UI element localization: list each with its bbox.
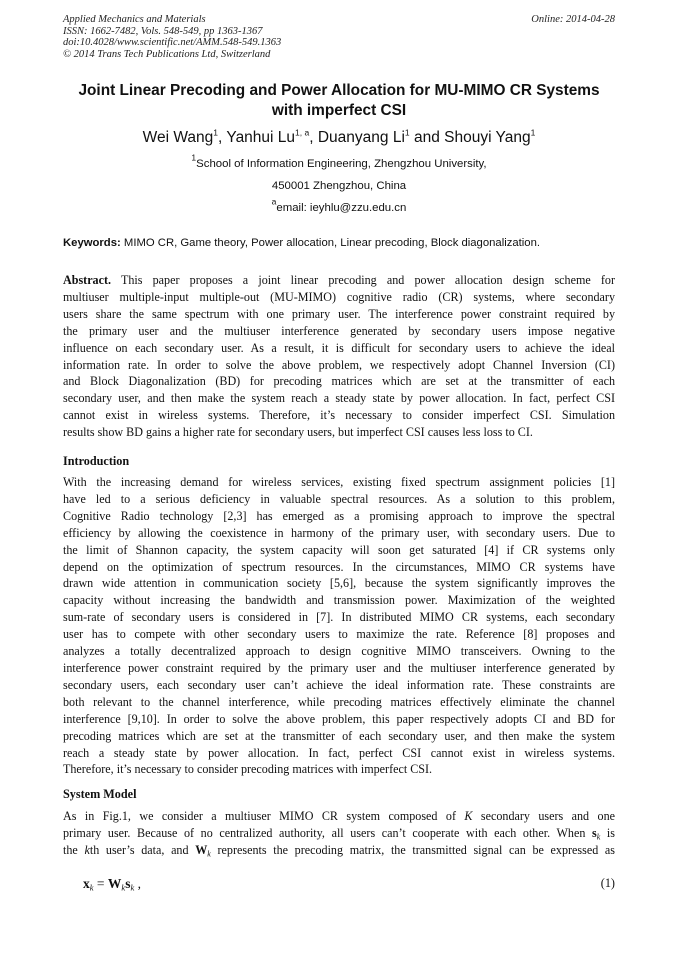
body-line: the limit of Shannon capacity, the system capacity will soon get saturated [4] if CR systems only xyxy=(63,542,615,557)
abstract-text: This paper proposes a joint linear precoding and power allocation design scheme for xyxy=(111,273,615,287)
email-mark: a xyxy=(271,196,277,207)
abstract-line: and Block Diagonalization (BD) for precoding matrices which are set at the transmitter of each xyxy=(63,374,615,389)
body-line xyxy=(63,825,615,842)
equation-symbol: x xyxy=(83,876,90,891)
author-affiliation-mark: 1 xyxy=(404,127,410,138)
paper-title xyxy=(40,81,638,120)
math-subscript: k xyxy=(596,832,601,842)
body-line: sum-rate of secondary users is considered in [7]. In distributed MIMO CR systems, each secondary xyxy=(63,610,615,625)
abstract-line: the primary user and the multiuser interference generated by secondary users impose negative xyxy=(63,323,615,338)
equation-subscript: k xyxy=(89,882,94,893)
author-list xyxy=(40,128,638,148)
introduction-paragraph xyxy=(63,474,615,778)
abstract-line: cannot exist in wireless systems. Therefore, it’s necessary to consider imperfect CSI. Simulation xyxy=(63,408,615,423)
body-line: With the increasing demand for wireless services, existing fixed spectrum assignment policies [1] xyxy=(63,475,615,489)
keywords-label: Keywords: xyxy=(63,237,121,249)
title-line-1: Joint Linear Precoding and Power Allocation for MU-MIMO CR Systems xyxy=(78,82,600,99)
text-run: is xyxy=(600,825,615,840)
body-line xyxy=(63,808,615,825)
body-line: user has to compete with other secondary users to maximize the rate. Reference [8] proposes and xyxy=(63,627,615,642)
author-name: Wei Wang xyxy=(142,129,214,146)
abstract-line: secondary user, and then make the system reach a steady state by power allocation. In fact, perfect CSI xyxy=(63,391,615,406)
body-line: capacity without increasing the bandwidth and transmission power. Maximization of the weighted xyxy=(63,593,615,608)
abstract-line: multiuser multiple-input multiple-out (MU-MIMO) cognitive radio (CR) systems, where secondary xyxy=(63,289,615,304)
contact-email: email: ieyhlu@zzu.edu.cn xyxy=(276,202,407,214)
author-separator: and xyxy=(409,129,445,146)
abstract-label: Abstract. xyxy=(63,273,112,287)
text-run: th user’s data, and xyxy=(89,842,196,857)
body-line: Cognitive Radio technology [2,3] has emerged as a promising approach to improve the spectral xyxy=(63,508,615,523)
affiliation-mark: 1 xyxy=(191,152,197,163)
body-line: depend on the optimization of spectrum resources. In the circumstances, MIMO CR systems have xyxy=(63,559,615,574)
body-line: Therefore, it’s necessary to consider precoding matrices with imperfect CSI. xyxy=(63,762,433,777)
body-line: interference power constraint required by the primary user and the multiuser interference generated by xyxy=(63,660,615,675)
system-model-paragraph xyxy=(63,808,615,859)
abstract-line: users share the same spectrum with one primary user. The interference power constraint required by xyxy=(63,306,615,321)
equation-number: (1) xyxy=(600,876,615,890)
abstract-line: information rate. In order to solve the above problem, we respectively adopt Channel Inversion (CI) xyxy=(63,357,615,372)
journal-name: Applied Mechanics and Materials xyxy=(63,14,206,25)
math-symbol: s xyxy=(592,825,597,840)
text-run: the xyxy=(63,842,85,857)
text-run: As in Fig.1, we consider a multiuser MIMO CR system composed of xyxy=(63,809,465,823)
text-run: represents the precoding matrix, the transmitted signal can be expressed as xyxy=(210,842,615,857)
math-symbol: W xyxy=(195,842,208,857)
author-affiliation-mark: 1 xyxy=(530,127,536,138)
math-symbol: k xyxy=(84,842,90,857)
keywords xyxy=(63,236,623,250)
equation-operator: = xyxy=(93,876,108,891)
author-separator: , xyxy=(309,129,318,146)
abstract xyxy=(63,272,615,441)
author-name: Duanyang Li xyxy=(317,129,405,146)
equation-symbol: W xyxy=(107,876,122,891)
body-line: efficiency by allowing the coexistence in harmony of the primary user, with secondary users. Due to xyxy=(63,525,615,540)
equation-subscript: k xyxy=(130,882,135,893)
body-line: have led to a serious deficiency in valuable spectral resources. As a solution to this problem, xyxy=(63,491,615,506)
doi-line: doi:10.4028/www.scientific.net/AMM.548-549.1363 xyxy=(63,37,282,49)
author-name: Shouyi Yang xyxy=(444,129,531,146)
abstract-line: influence on each secondary user. As a result, it is difficult for secondary users to achieve the ideal xyxy=(63,340,615,355)
equation-symbol: s xyxy=(125,876,131,891)
affiliation-institution: School of Information Engineering, Zhengzhou University, xyxy=(196,158,487,170)
author-affiliation-mark: 1 xyxy=(213,127,219,138)
body-line xyxy=(63,842,615,859)
author-separator: , xyxy=(218,129,227,146)
body-line: analyzes a totally decentralized approach to design cognitive MIMO transceivers. Owning to the xyxy=(63,644,615,659)
affiliation-line-1 xyxy=(40,152,638,171)
math-subscript: k xyxy=(207,849,211,859)
issn-line: ISSN: 1662-7482, Vols. 548-549, pp 1363-1367 xyxy=(63,25,263,37)
abstract-line xyxy=(63,272,615,289)
author-affiliation-mark: 1, a xyxy=(295,127,310,138)
affiliation-address: 450001 Zhengzhou, China xyxy=(271,180,407,192)
journal-header xyxy=(63,14,615,60)
title-line-2: with imperfect CSI xyxy=(271,101,407,119)
body-line: drawn wide attention in communication society [5,6], because the system significantly improves the xyxy=(63,576,615,591)
body-line: interference [9,10]. In order to solve the above problem, this paper respectively adopts CI and BD for xyxy=(63,711,615,726)
math-symbol: K xyxy=(464,809,473,823)
equation-punctuation: , xyxy=(134,876,141,891)
text-run: secondary users and one xyxy=(472,809,615,823)
system-model-heading: System Model xyxy=(63,787,137,801)
body-line: reach a steady state by power allocation. In fact, perfect CSI cannot exist in wireless systems. xyxy=(63,745,615,760)
body-line: both relevant to the channel interference, while precoding matrices effectively eliminate the channel xyxy=(63,694,615,709)
body-line: precoding matrices which are set at the transmitter of each secondary user, and then make the system xyxy=(63,728,615,743)
equation-1 xyxy=(83,875,615,892)
text-run: primary user. Because of no centralized authority, all users can’t cooperate with each other. When xyxy=(63,825,593,840)
introduction-heading: Introduction xyxy=(63,454,130,468)
copyright-line: © 2014 Trans Tech Publications Ltd, Switzerland xyxy=(63,48,271,60)
equation-subscript: k xyxy=(121,882,126,893)
keywords-text: MIMO CR, Game theory, Power allocation, Linear precoding, Block diagonalization. xyxy=(120,237,540,249)
affiliation-email-line xyxy=(40,196,638,215)
online-date: Online: 2014-04-28 xyxy=(531,14,615,25)
body-line: secondary users, each secondary user can’t achieve the ideal information rate. These constraints are xyxy=(63,677,615,692)
abstract-line: results show BD gains a higher rate for secondary users, but imperfect CSI causes less loss to CI. xyxy=(63,425,533,440)
author-name: Yanhui Lu xyxy=(226,129,296,146)
